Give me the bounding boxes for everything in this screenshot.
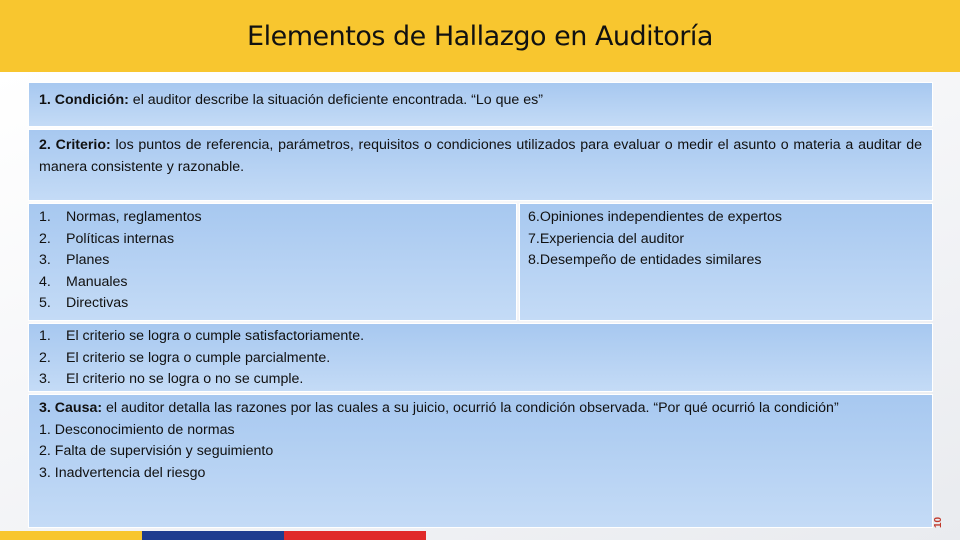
footer-color-bar [0, 531, 960, 540]
side-mark: 10 [933, 516, 944, 528]
criterio-source-item [39, 250, 506, 272]
criterio-result-item-number: 1. [39, 328, 51, 344]
condicion-label: 1. Condición: [39, 92, 129, 108]
causa-cell [28, 394, 933, 528]
criterio-result-item [39, 326, 922, 348]
criterio-source-item-text: Manuales [66, 273, 128, 290]
criterio-result-item [39, 348, 922, 370]
criterio-source-item-text: Normas, reglamentos [66, 209, 202, 225]
criterio-source-item: 8.Desempeño de entidades similares [528, 252, 762, 268]
title-bar [0, 0, 960, 72]
causa-item: 1. Desconocimiento de normas [39, 421, 235, 438]
criterio-source-item [39, 293, 506, 315]
criterio-sources-left-list [39, 207, 506, 315]
criterio-source-item [39, 272, 506, 294]
criterio-source-item-number: 4. [39, 273, 51, 290]
criterio-cell [28, 129, 933, 201]
criterio-result-item [39, 369, 922, 391]
causa-label: 3. Causa: [39, 400, 103, 416]
footer-bar-blue [142, 531, 284, 540]
criterio-result-item-text: El criterio se logra o cumple satisfactoriamente. [66, 328, 365, 344]
causa-item: 3. Inadvertencia del riesgo [39, 464, 206, 481]
footer-bar-yellow [0, 531, 142, 540]
criterio-source-item: 7.Experiencia del auditor [528, 230, 685, 247]
footer-bar-red [284, 531, 426, 540]
criterio-text: los puntos de referencia, parámetros, requisitos o condiciones utilizados para evaluar o medir el asunto o materia a auditar de manera consistente y razonable. [39, 137, 922, 175]
causa-paragraph [39, 398, 922, 420]
criterio-source-item-number: 1. [39, 209, 51, 225]
criterio-source-item-number: 5. [39, 295, 51, 311]
criterio-source-item-number: 2. [39, 230, 51, 247]
causa-items-list [39, 420, 922, 485]
criterio-results-cell [28, 323, 933, 392]
criterio-source-item: 6.Opiniones independientes de expertos [528, 209, 782, 225]
criterio-result-item-number: 3. [39, 371, 51, 387]
criterio-source-item-text: Planes [66, 252, 110, 268]
criterio-result-item-text: El criterio no se logra o no se cumple. [66, 371, 304, 387]
criterio-results-list [39, 326, 922, 391]
causa-text: el auditor detalla las razones por las cuales a su juicio, ocurrió la condición observada. “Por qué ocurrió la condición” [102, 400, 839, 416]
criterio-sources-right-list [528, 207, 924, 272]
criterio-source-item [39, 207, 506, 229]
slide-title: Elementos de Hallazgo en Auditoría [247, 20, 713, 52]
criterio-source-item-text: Políticas internas [66, 230, 175, 247]
criterio-result-item-text: El criterio se logra o cumple parcialmente. [66, 349, 331, 366]
condicion-cell [28, 82, 933, 127]
condicion-text: el auditor describe la situación deficiente encontrada. “Lo que es” [128, 92, 543, 108]
criterio-source-item-text: Directivas [66, 295, 129, 311]
criterio-source-item [39, 229, 506, 251]
criterio-label: 2. Criterio: [39, 137, 111, 153]
criterio-source-item-number: 3. [39, 252, 51, 268]
criterio-sources-right-cell [519, 203, 933, 321]
criterio-sources-left-cell [28, 203, 517, 321]
causa-item: 2. Falta de supervisión y seguimiento [39, 443, 274, 459]
criterio-result-item-number: 2. [39, 349, 51, 366]
